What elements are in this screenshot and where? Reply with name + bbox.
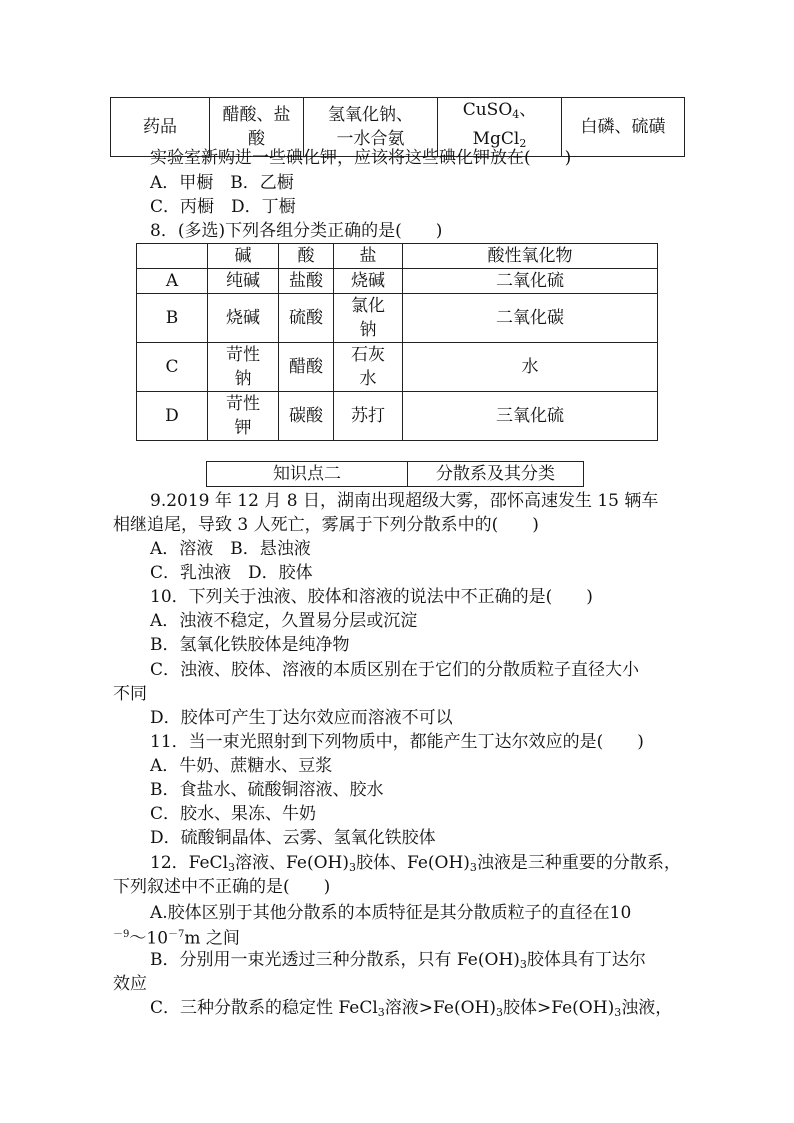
- row-label: A: [137, 269, 208, 294]
- knowledge-title: 分散系及其分类: [408, 462, 584, 487]
- cabinet-cell: 醋酸、盐 酸: [210, 98, 304, 157]
- base-cell: 纯碱: [208, 269, 279, 294]
- q12-option-a: A.胶体区别于其他分散系的本质特征是其分散质粒子的直径在10: [150, 903, 632, 923]
- cabinet-cell: 白磷、硫磺: [562, 98, 685, 157]
- table-row: [137, 392, 658, 441]
- q11-option-d: D．硫酸铜晶体、云雾、氢氧化铁胶体: [150, 828, 436, 848]
- q10-stem: 10．下列关于浊液、胶体和溶液的说法中不正确的是( ): [150, 587, 593, 607]
- q9-options-cd: C．乳浊液 D．胶体: [150, 563, 313, 583]
- acid-cell: 盐酸: [279, 269, 334, 294]
- q11-option-b: B．食盐水、硫酸铜溶液、胶水: [150, 780, 384, 800]
- header-cell: 酸性氧化物: [403, 244, 658, 269]
- q11-option-c: C．胶水、果冻、牛奶: [150, 804, 317, 824]
- header-cell: 碱: [208, 244, 279, 269]
- oxide-cell: 水: [403, 343, 658, 392]
- knowledge-label: 知识点二: [207, 462, 408, 487]
- q12-option-b: B．分别用一束光透过三种分散系，只有 $Fe(OH)_3$胶体具有丁达尔: [150, 950, 646, 971]
- table-row: [137, 269, 658, 294]
- row-label: D: [137, 392, 208, 441]
- q12-stem: 12．FeCl$_3$溶液、$Fe(OH)_3$胶体、$Fe(OH)_3$浊液是三种重要的分散系，: [150, 853, 681, 874]
- salt-cell: 石灰 水: [334, 343, 403, 392]
- q10-option-d: D．胶体可产生丁达尔效应而溶液不可以: [150, 708, 453, 728]
- q12-option-b-cont: 效应: [113, 974, 147, 994]
- q8-stem: 8．(多选)下列各组分类正确的是( ): [150, 221, 443, 241]
- q11-option-a: A．牛奶、蔗糖水、豆浆: [150, 756, 333, 776]
- q10-option-c-cont: 不同: [113, 684, 147, 704]
- q11-stem: 11．当一束光照射到下列物质中，都能产生丁达尔效应的是( ): [150, 732, 644, 752]
- base-cell: 烧碱: [208, 294, 279, 343]
- classification-table: [136, 243, 658, 441]
- header-cell: 盐: [334, 244, 403, 269]
- acid-cell: 硫酸: [279, 294, 334, 343]
- q9-line2: 相继追尾，导致 3 人死亡，雾属于下列分散系中的( ): [113, 515, 539, 535]
- q12-option-c: C．三种分散系的稳定性 FeCl$_3$溶液$>Fe(OH)_3$胶体$>Fe(OH)_3$浊液，: [150, 998, 673, 1019]
- table-row: [137, 294, 658, 343]
- q12-stem-cont: 下列叙述中不正确的是( ): [113, 877, 331, 897]
- q10-option-b: B．氢氧化铁胶体是纯净物: [150, 635, 350, 655]
- oxide-cell: 三氧化硫: [403, 392, 658, 441]
- oxide-cell: 二氧化硫: [403, 269, 658, 294]
- salt-cell: 烧碱: [334, 269, 403, 294]
- q7-stem: 实验室新购进一些碘化钾，应该将这些碘化钾放在( ): [150, 148, 572, 168]
- acid-cell: 醋酸: [279, 343, 334, 392]
- row-label: C: [137, 343, 208, 392]
- q7-options-ab: A．甲橱 B．乙橱: [150, 173, 294, 193]
- base-cell: 苛性 钾: [208, 392, 279, 441]
- acid-cell: 碳酸: [279, 392, 334, 441]
- header-cell: [137, 244, 208, 269]
- salt-cell: 氯化 钠: [334, 294, 403, 343]
- q10-option-c: C．浊液、胶体、溶液的本质区别在于它们的分散质粒子直径大小: [150, 660, 640, 680]
- q9-options-ab: A．溶液 B．悬浊液: [150, 539, 311, 559]
- q12-option-a-cont: $^{-9}\sim 10^{-7}m$ 之间: [113, 928, 240, 949]
- q9-line1: 9.2019 年 12 月 8 日，湖南出现超级大雾，邵怀高速发生 15 辆车: [150, 491, 659, 511]
- knowledge-point-box: [206, 461, 584, 487]
- q7-options-cd: C．丙橱 D．丁橱: [150, 197, 296, 217]
- table-row: [137, 343, 658, 392]
- row-label: B: [137, 294, 208, 343]
- reagent-header: 药品: [111, 98, 210, 157]
- cabinet-cell: CuSO$_4$、 MgCl$_2$: [438, 98, 562, 157]
- q10-option-a: A．浊液不稳定，久置易分层或沉淀: [150, 611, 418, 631]
- base-cell: 苛性 钠: [208, 343, 279, 392]
- cabinet-cell: 氢氧化钠、 一水合氨: [304, 98, 438, 157]
- salt-cell: 苏打: [334, 392, 403, 441]
- header-cell: 酸: [279, 244, 334, 269]
- oxide-cell: 二氧化碳: [403, 294, 658, 343]
